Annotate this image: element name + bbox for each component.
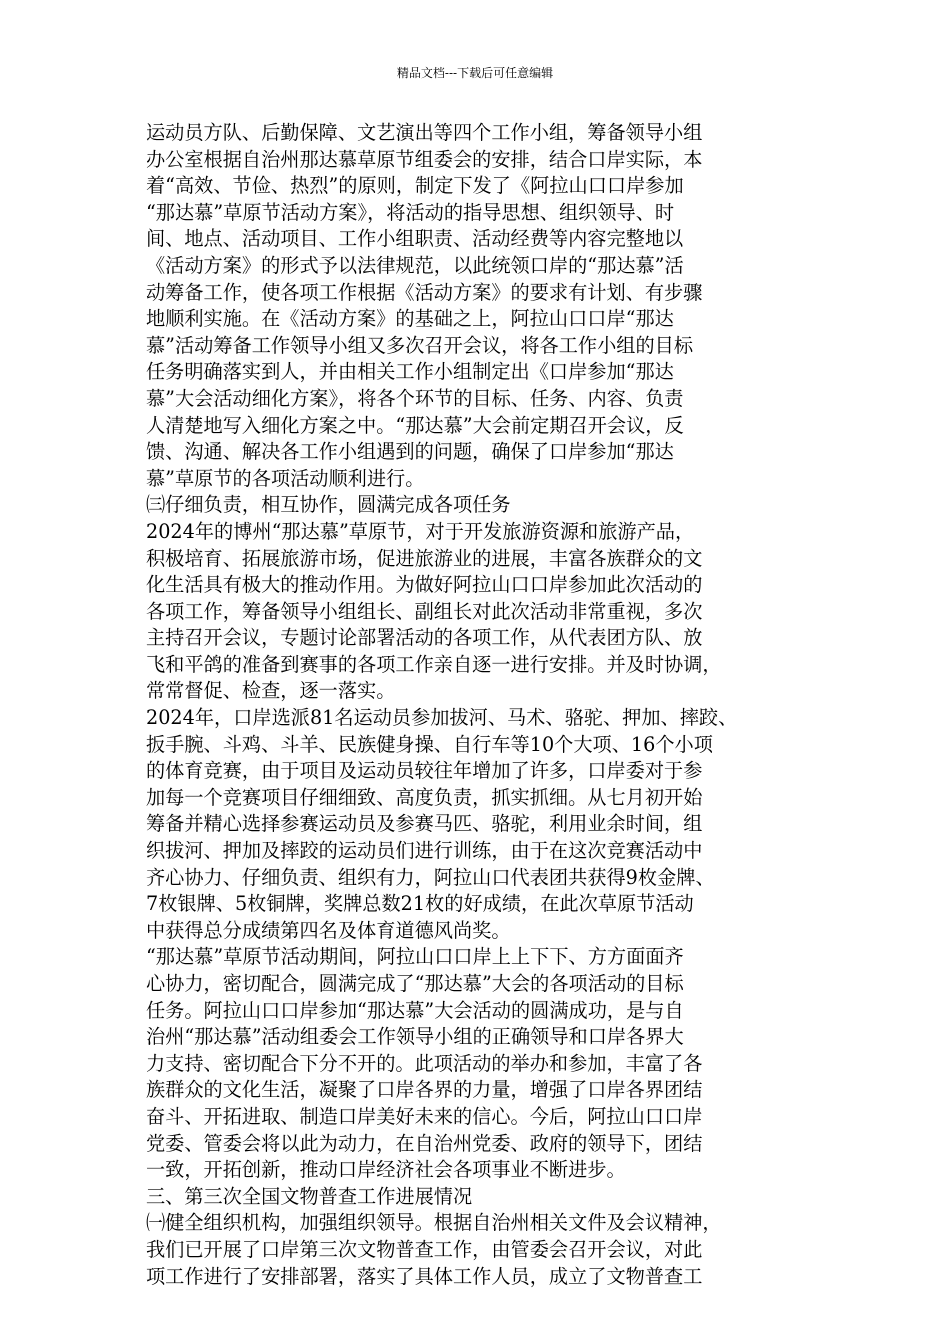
text-line: 慕”活动筹备工作领导小组又多次召开会议，将各工作小组的目标 [146,333,694,357]
text-line: 地顺利实施。在《活动方案》的基础之上，阿拉山口口岸“那达 [146,307,674,331]
text-line: 织拔河、押加及摔跤的运动员们进行训练，由于在这次竞赛活动中 [146,839,703,863]
text-line: 2024年的博州“那达慕”草原节，对于开发旅游资源和旅游产品， [146,519,695,543]
text-line: 一致，开拓创新，推动口岸经济社会各项事业不断进步。 [146,1158,626,1182]
text-line: 筹备并精心选择参赛运动员及参赛马匹、骆驼，利用业余时间，组 [146,812,703,836]
text-line: ㈢仔细负责，相互协作，圆满完成各项任务 [146,493,511,517]
text-line: 办公室根据自治州那达慕草原节组委会的安排，结合口岸实际，本 [146,147,703,171]
text-line: 间、地点、活动项目、工作小组职责、活动经费等内容完整地以 [146,227,684,251]
text-line: 奋斗、开拓进取、制造口岸美好未来的信心。今后，阿拉山口口岸 [146,1104,703,1128]
text-line: 人清楚地写入细化方案之中。“那达慕”大会前定期召开会议，反 [146,413,684,437]
text-line: 飞和平鸽的准备到赛事的各项工作亲自逐一进行安排。并及时协调， [146,652,722,676]
text-line: 党委、管委会将以此为动力，在自治州党委、政府的领导下，团结 [146,1131,703,1155]
text-line: 各项工作，筹备领导小组组长、副组长对此次活动非常重视，多次 [146,599,703,623]
text-line: 心协力，密切配合，圆满完成了“那达慕”大会的各项活动的目标 [146,972,684,995]
text-line: 中获得总分成绩第四名及体育道德风尚奖。 [146,918,511,942]
text-line: 的体育竞赛，由于项目及运动员较往年增加了许多，口岸委对于参 [146,759,703,783]
text-line: 主持召开会议，专题讨论部署活动的各项工作，从代表团方队、放 [146,626,703,650]
text-line: 任务明确落实到人，并由相关工作小组制定出《口岸参加“那达 [146,360,674,384]
text-line: 2024年，口岸选派81名运动员参加拔河、马术、骆驼、押加、摔跤、 [146,706,738,730]
text-line: 齐心协力、仔细负责、组织有力，阿拉山口代表团共获得9枚金牌、 [146,865,715,889]
text-line: 项工作进行了安排部署，落实了具体工作人员，成立了文物普查工 [146,1264,703,1288]
text-line: 着“高效、节俭、热烈”的原则，制定下发了《阿拉山口口岸参加 [146,174,684,198]
text-line: 运动员方队、后勤保障、文艺演出等四个工作小组，筹备领导小组 [146,121,703,144]
text-line: ㈠健全组织机构，加强组织领导。根据自治州相关文件及会议精神， [146,1211,722,1235]
text-line: 《活动方案》的形式予以法律规范，以此统领口岸的“那达慕”活 [146,253,684,277]
page-header: 精品文档---下载后可任意编辑 [396,66,554,80]
text-line: 慕”大会活动细化方案》，将各个环节的目标、任务、内容、负责 [146,386,684,410]
text-line: 力支持、密切配合下分不开的。此项活动的举办和参加，丰富了各 [146,1051,703,1075]
text-line: 扳手腕、斗鸡、斗羊、民族健身操、自行车等10个大项、16个小项 [146,732,713,756]
text-line: 慕”草原节的各项活动顺利进行。 [146,466,425,490]
text-line: 7枚银牌、5枚铜牌，奖牌总数21枚的好成绩，在此次草原节活动 [146,892,694,916]
text-line: 族群众的文化生活，凝聚了口岸各界的力量，增强了口岸各界团结 [146,1078,703,1102]
text-line: 加每一个竞赛项目仔细细致、高度负责，抓实抓细。从七月初开始 [146,785,703,809]
text-line: “那达慕”草原节活动方案》，将活动的指导思想、组织领导、时 [146,200,675,224]
text-line: 馈、沟通、解决各工作小组遇到的问题，确保了口岸参加“那达 [146,440,674,464]
text-line: 积极培育、拓展旅游市场，促进旅游业的进展，丰富各族群众的文 [146,546,703,570]
text-line: 常常督促、检查，逐一落实。 [146,679,396,703]
text-line: 治州“那达慕”活动组委会工作领导小组的正确领导和口岸各界大 [146,1025,684,1049]
document-body [146,120,821,1290]
text-line: 三、第三次全国文物普查工作进展情况 [146,1184,473,1208]
text-line: 动筹备工作，使各项工作根据《活动方案》的要求有计划、有步骤 [146,280,703,304]
text-line: 化生活具有极大的推动作用。为做好阿拉山口口岸参加此次活动的 [146,573,703,597]
text-line: 我们已开展了口岸第三次文物普查工作，由管委会召开会议，对此 [146,1237,703,1261]
text-line: “那达慕”草原节活动期间，阿拉山口口岸上上下下、方方面面齐 [146,945,684,969]
text-line: 任务。阿拉山口口岸参加“那达慕”大会活动的圆满成功，是与自 [146,998,684,1022]
